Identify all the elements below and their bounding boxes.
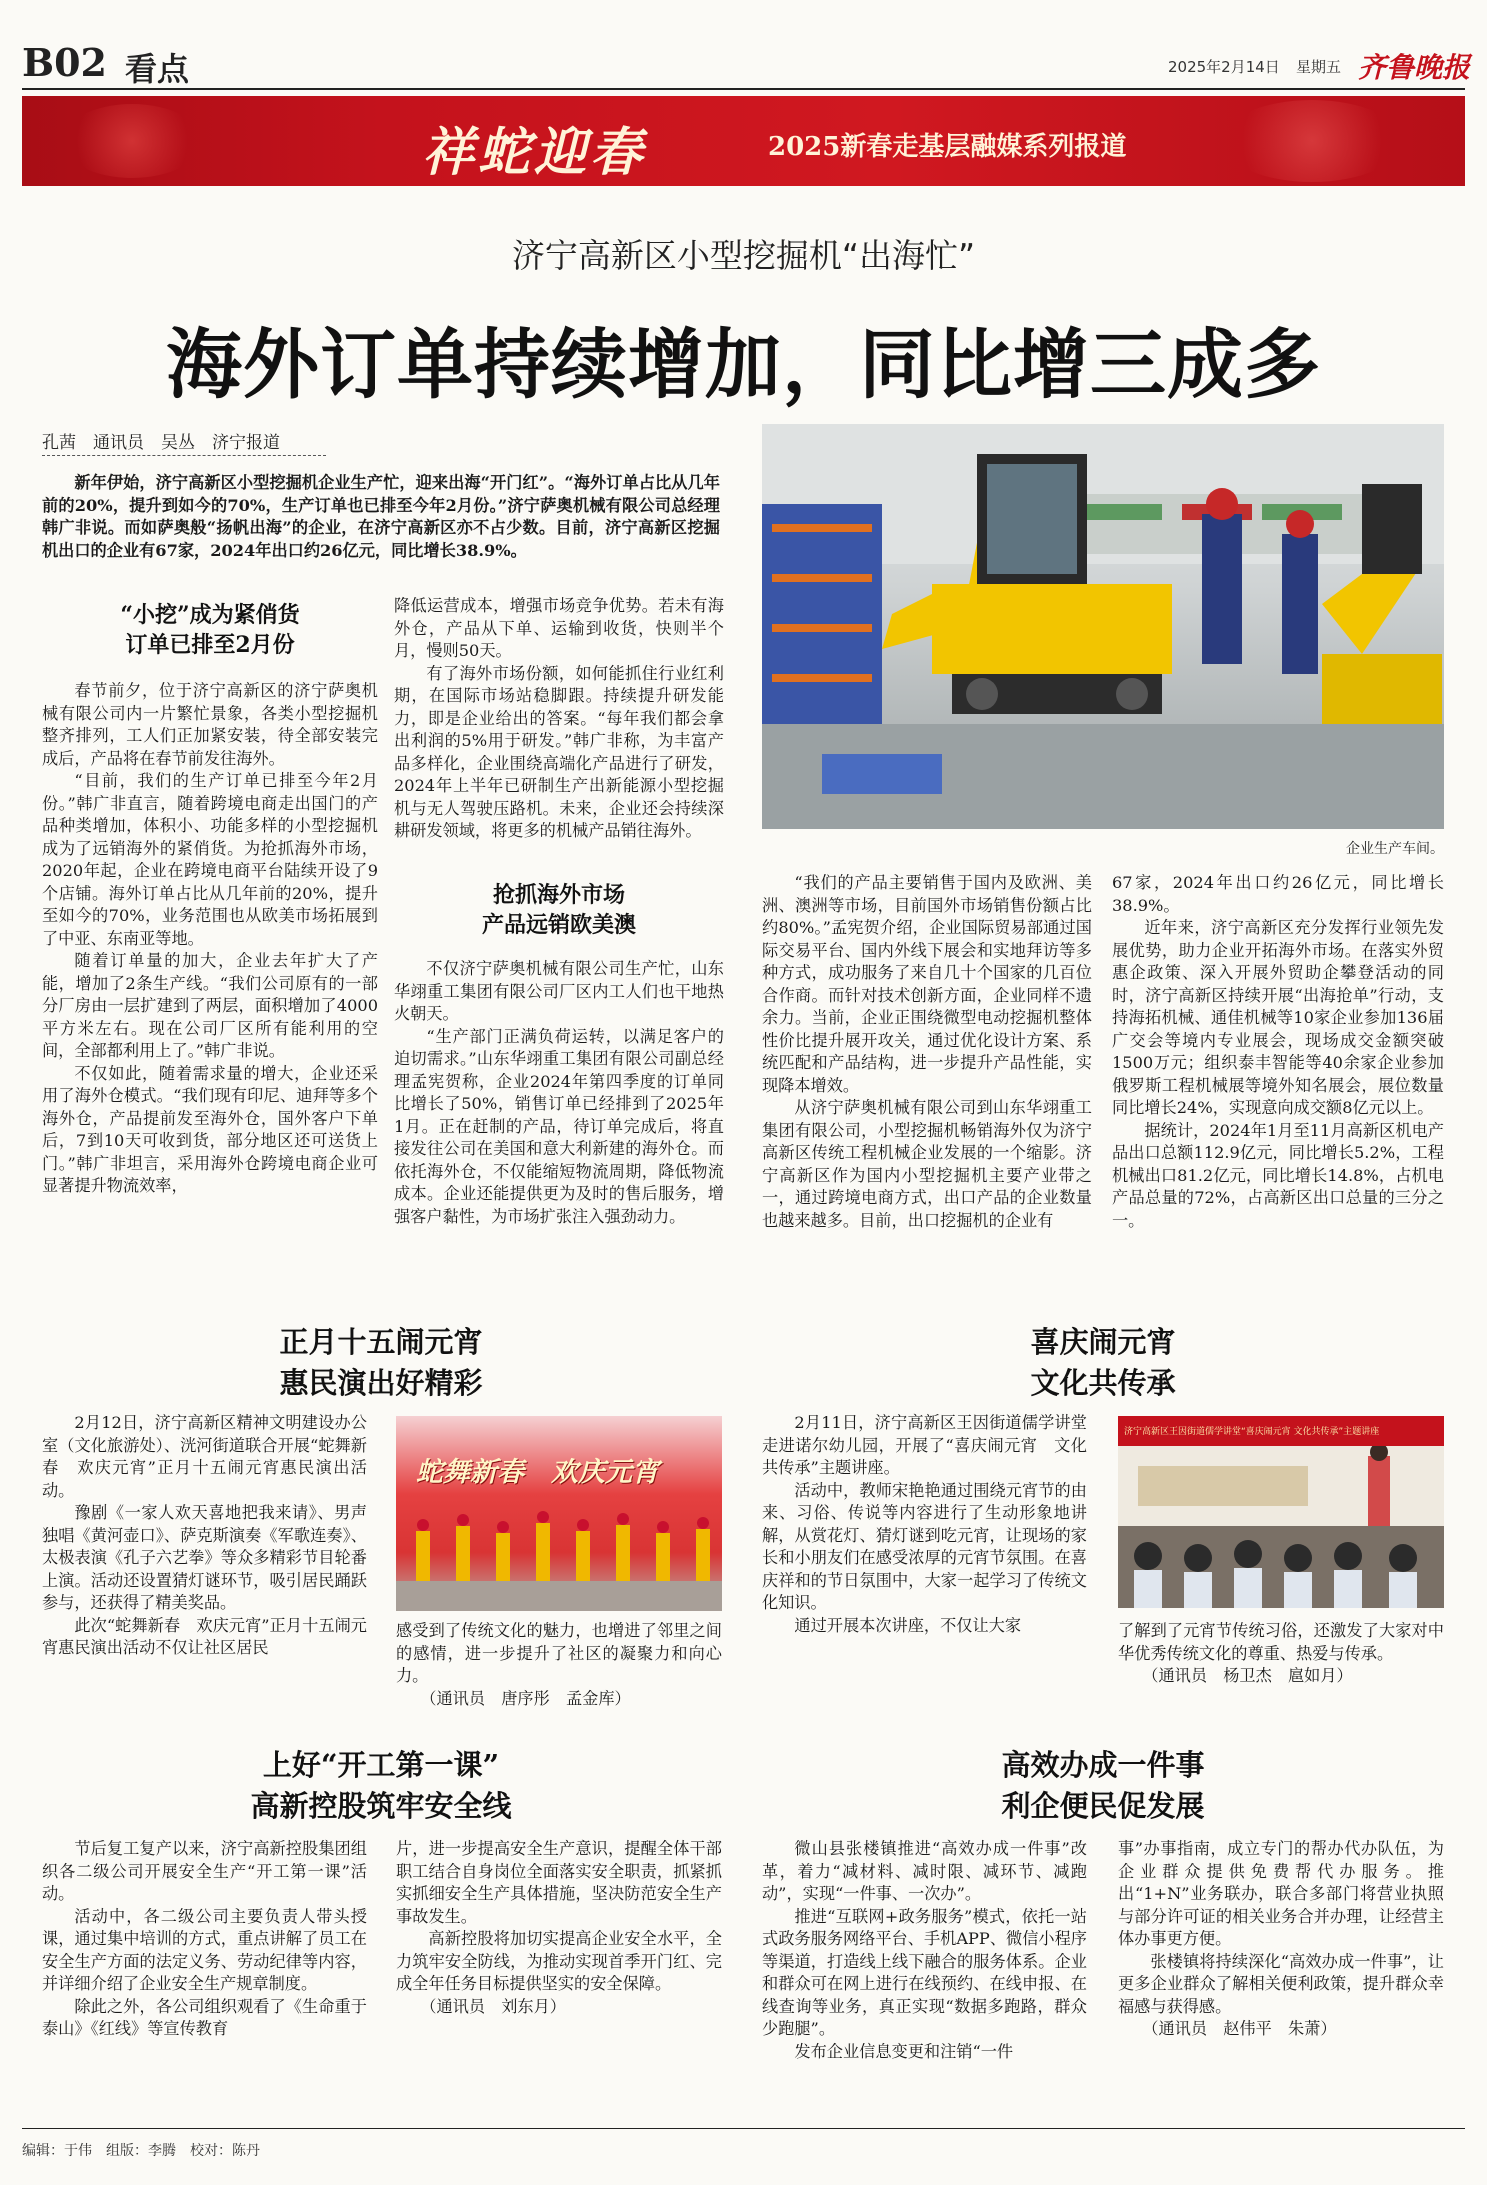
paragraph: 降低运营成本，增强市场竞争优势。若未有海外仓，产品从下单、运输到收货，快则半个月，慢则50天。 [394,596,724,660]
service-col-b [1118,1838,1444,2041]
paragraph: 张楼镇将持续深化“高效办成一件事”，让更多企业群众了解相关便利政策，提升群众幸福感与获得感。 [1118,1951,1444,2016]
main-col-2a [394,595,724,843]
paragraph: 活动中，教师宋艳艳通过围绕元宵节的由来、习俗、传说等内容进行了生动形象地讲解，从赏花灯、猜灯谜到吃元宵，让现场的家长和小朋友们在感受浓厚的元宵节氛围。在喜庆祥和的节日氛围中，大家一起学习了传统文化知识。 [762,1480,1087,1612]
subhead-2 [394,880,724,940]
paragraph: 随着订单量的加大，企业去年扩大了产能，增加了2条生产线。“我们公司原有的一部分厂房由一层扩建到了两层，面积增加了4000平方米左右。现在公司厂区所有能利用的空间，全部都利用上了。”韩广非说。 [42,951,378,1060]
service-title-line2: 利企便民促发展 [1001,1789,1205,1823]
banner-title: 祥蛇迎春 [422,122,647,183]
subhead-1 [42,600,378,660]
safety-col-a [42,1838,367,2041]
classroom-art [1118,1446,1444,1608]
paragraph: 事”办事指南，成立专门的帮办代办队伍，为企业群众提供免费帮代办服务。推出“1+N”业务联办，联合多部门将营业执照与部分许可证的相关业务合并办理，让经营主体办事更方便。 [1118,1839,1444,1948]
safety-col-b [396,1838,722,2018]
paragraph: 近年来，济宁高新区充分发挥行业领先发展优势，助力企业开拓海外市场。在落实外贸惠企政策、深入开展外贸助企攀登活动的同时，济宁高新区持续开展“出海抢单”行动，支持海拓机械、通佳机械等10家企业参加136届广交会等境内专业展会，现场成交金额突破1500万元；组织泰丰智能等40余家企业参加俄罗斯工程机械展等境外知名展会，展位数量同比增长24%，实现意向成交额8亿元以上。 [1112,918,1444,1117]
yuanxiao2-body-left [762,1412,1087,1637]
yuanxiao2-photo [1118,1416,1444,1608]
factory-photo [762,424,1444,829]
paragraph: 从济宁萨奥机械有限公司到山东华翊重工集团有限公司，小型挖掘机畅销海外仅为济宁高新区传统工程机械企业发展的一个缩影。济宁高新区作为国内小型挖掘机主要产业带之一，通过跨境电商方式，出口产品的企业数量也越来越多。目前，出口挖掘机的企业有 [762,1098,1092,1230]
signature: （通讯员 唐序彤 孟金库） [420,1688,631,1708]
paragraph: 高新控股将加切实提高企业安全水平，全力筑牢安全防线，为推动实现首季开门红、完成全年任务目标提供坚实的安全保障。 [396,1929,722,1993]
section-name: 看点 [125,50,190,88]
paragraph: 67家，2024年出口约26亿元，同比增长38.9%。 [1112,873,1444,915]
paragraph: 推进“互联网+政务服务”模式，依托一站式政务服务网络平台、手机APP、微信小程序等渠道，打造线上线下融合的服务体系。企业和群众可在网上进行在线预约、在线申报、在线查询等业务，真正实现“数据多跑路，群众少跑腿”。 [762,1906,1087,2038]
paragraph: 2月11日，济宁高新区王因街道儒学讲堂走进诺尔幼儿园，开展了“喜庆闹元宵 文化共传承”主题讲座。 [762,1413,1087,1477]
subhead-1-line1: “小挖”成为紧俏货 [120,602,300,628]
yuanxiao1-body-left [42,1412,367,1660]
photo-caption: 企业生产车间。 [1346,841,1444,857]
yuanxiao1-title-line2: 惠民演出好精彩 [279,1366,483,1400]
issue-date: 2025年2月14日 [1168,58,1280,76]
subhead-2-line1: 抢抓海外市场 [492,882,625,908]
headline: 海外订单持续增加，同比增三成多 [166,320,1321,409]
paragraph: 片，进一步提高安全生产意识，提醒全体干部职工结合自身岗位全面落实安全职责，抓紧抓实抓细安全生产具体措施，坚决防范安全生产事故发生。 [396,1839,722,1926]
footer-rule [22,2128,1465,2129]
paragraph: 春节前夕，位于济宁高新区的济宁萨奥机械有限公司内一片繁忙景象，各类小型挖掘机整齐排列，工人们正加紧安装，待全部安装完成后，产品将在春节前发往海外。 [42,681,378,768]
yuanxiao2-body-right [1118,1620,1444,1688]
banner-subtitle: 2025新春走基层融媒系列报道 [768,132,1127,162]
paragraph: 据统计，2024年1月至11月高新区机电产品出口总额112.9亿元，同比增长5.2%，工程机械出口81.2亿元，同比增长14.8%，占机电产品总量的72%，占高新区出口总量的三分之一。 [1112,1120,1444,1230]
dancers-art [396,1511,722,1611]
paragraph: “生产部门正满负荷运转，以满足客户的迫切需求。”山东华翊重工集团有限公司副总经理孟宪贺称，企业2024年第四季度的订单同比增长了50%，销售订单已经排到了2025年1月。正在赶制的产品，待订单完成后，将直接发往公司在美国和意大利新建的海外仓。而依托海外仓，不仅能缩短物流周期，降低物流成本。企业还能提供更为及时的售后服务，增强客户黏性，为市场扩张注入强劲动力。 [394,1026,724,1226]
subhead-2-line2: 产品远销欧美澳 [481,912,636,938]
main-col-2b [394,958,724,1228]
service-title-line1: 高效办成一件事 [1001,1748,1205,1782]
yuanxiao1-title [42,1322,720,1404]
main-col-4 [1112,872,1444,1232]
banner-ornament-right [1222,100,1402,182]
paragraph: 发布企业信息变更和注销“一件 [794,2041,1014,2061]
yuanxiao2-title-line1: 喜庆闹元宵 [1030,1325,1176,1359]
byline: 孔茜 通讯员 吴丛 济宁报道 [42,433,280,453]
paragraph: 不仅如此，随着需求量的增大，企业还采用了海外仓模式。“我们现有印尼、迪拜等多个海外仓，产品提前发至海外仓，国外客户下单后，7到10天可收到货，部分地区还可送货上门。”韩广非坦言，采用海外仓跨境电商企业可显著提升物流效率， [42,1063,378,1195]
yuanxiao1-title-line1: 正月十五闹元宵 [279,1325,483,1359]
yuanxiao2-title [762,1322,1444,1404]
factory-photo-art [762,424,1444,829]
signature: （通讯员 赵伟平 朱萧） [1142,2019,1337,2038]
paragraph: 有了海外市场份额，如何能抓住行业红利期，在国际市场站稳脚跟。持续提升研发能力，即是企业给出的答案。“每年我们都会拿出利润的5%用于研发。”韩广非称，为丰富产品多样化，企业围绕高端化产品进行了研发，2024年上半年已研制生产出新能源小型挖掘机与无人驾驶压路机。未来，企业还会持续深耕研发领域，将更多的机械产品销往海外。 [394,663,724,840]
banner [22,96,1465,186]
paragraph: 微山县张楼镇推进“高效办成一件事”改革，着力“减材料、减时限、减环节、减跑动”，实现“一件事、一次办”。 [762,1839,1087,1903]
main-col-3 [762,872,1092,1232]
paragraph: 了解到了元宵节传统习俗，还激发了大家对中华优秀传统文化的尊重、热爱与传承。 [1118,1621,1444,1663]
service-title [762,1745,1444,1827]
safety-title [42,1745,720,1827]
main-col-1 [42,680,378,1198]
service-col-a [762,1838,1087,2063]
paper-logo: 齐鲁晚报 [1358,51,1471,84]
paragraph: 2月12日，济宁高新区精神文明建设办公室（文化旅游处）、洸河街道联合开展“蛇舞新春 欢庆元宵”正月十五闹元宵惠民演出活动。 [42,1413,367,1500]
signature: （通讯员 杨卫杰 扈如月） [1142,1666,1353,1685]
paragraph: 此次“蛇舞新春 欢庆元宵”正月十五闹元宵惠民演出活动不仅让社区居民 [42,1615,367,1657]
paragraph: 感受到了传统文化的魅力，也增进了邻里之间的感情，进一步提升了社区的凝聚力和向心力。 [396,1621,722,1685]
editor-credits: 编辑：于伟 组版：李腾 校对：陈丹 [22,2143,260,2159]
banner-ornament-left [62,104,202,178]
yuanxiao1-photo [396,1416,722,1611]
safety-title-line1: 上好“开工第一课” [262,1748,500,1782]
byline-rule [42,455,326,456]
paragraph: 除此之外，各公司组织观看了《生命重于泰山》《红线》等宣传教育 [42,1996,367,2038]
paragraph: 不仅济宁萨奥机械有限公司生产忙，山东华翊重工集团有限公司厂区内工人们也干地热火朝天。 [394,959,724,1023]
yuanxiao2-photo-banner [1118,1416,1444,1446]
yuanxiao1-photo-text: 蛇舞新春 欢庆元宵 [416,1457,659,1488]
paragraph: 活动中，各二级公司主要负责人带头授课，通过集中培训的方式，重点讲解了员工在安全生产方面的法定义务、劳动纪律等内容，并详细介绍了企业安全生产规章制度。 [42,1906,367,1993]
paragraph: “我们的产品主要销售于国内及欧洲、美洲、澳洲等市场，目前国外市场销售份额占比约80%。”孟宪贺介绍，企业国际贸易部通过国际交易平台、国内外线下展会和实地拜访等多种方式，成功服务了来自几十个国家的几百位合作商。而针对技术创新方面，企业同样不遗余力。当前，企业正围绕微型电动挖掘机整体性价比提升展开攻关，通过优化设计方案、系统匹配和产品结构，进一步提升产品性能，实现降本增效。 [762,873,1092,1095]
paragraph: 通过开展本次讲座，不仅让大家 [794,1615,1022,1635]
page-code: B02 [22,40,107,85]
paragraph: 豫剧《一家人欢天喜地把我来请》、男声独唱《黄河壶口》、萨克斯演奏《军歌连奏》、太极表演《孔子六艺拳》等众多精彩节目轮番上演。活动还设置猜灯谜环节，吸引居民踊跃参与，还获得了精美奖品。 [42,1503,367,1612]
lead-paragraph [42,472,720,562]
signature: （通讯员 刘东月） [420,1996,566,2016]
kicker: 济宁高新区小型挖掘机“出海忙” [511,236,976,275]
subhead-1-line2: 订单已排至2月份 [125,632,295,658]
paragraph: 节后复工复产以来，济宁高新控股集团组织各二级公司开展安全生产“开工第一课”活动。 [42,1839,367,1903]
yuanxiao1-body-right [396,1620,722,1710]
paragraph: “目前，我们的生产订单已排至今年2月份。”韩广非直言，随着跨境电商走出国门的产品种类增加，体积小、功能多样的小型挖掘机成为了远销海外的紧俏货。为抢抓海外市场，2020年起，企业在跨境电商平台陆续开设了9个店铺。海外订单占比从几年前的20%，提升至如今的70%，业务范围也从欧美市场拓展到了中亚、东南亚等地。 [42,771,378,948]
issue-weekday: 星期五 [1296,58,1342,76]
safety-title-line2: 高新控股筑牢安全线 [250,1789,512,1823]
yuanxiao2-photo-text: 济宁高新区王因街道儒学讲堂“喜庆闹元宵 文化共传承”主题讲座 [1124,1427,1380,1437]
yuanxiao2-title-line2: 文化共传承 [1030,1366,1176,1400]
header-rule [22,88,1465,90]
lead-text: 新年伊始，济宁高新区小型挖掘机企业生产忙，迎来出海“开门红”。“海外订单占比从几年前的20%，提升到如今的70%，生产订单也已排至今年2月份。”济宁萨奥机械有限公司总经理韩广非说。而如萨奥般“扬帆出海”的企业，在济宁高新区亦不占少数。目前，济宁高新区挖掘机出口的企业有67家，2024年出口约26亿元，同比增长38.9%。 [42,473,720,560]
